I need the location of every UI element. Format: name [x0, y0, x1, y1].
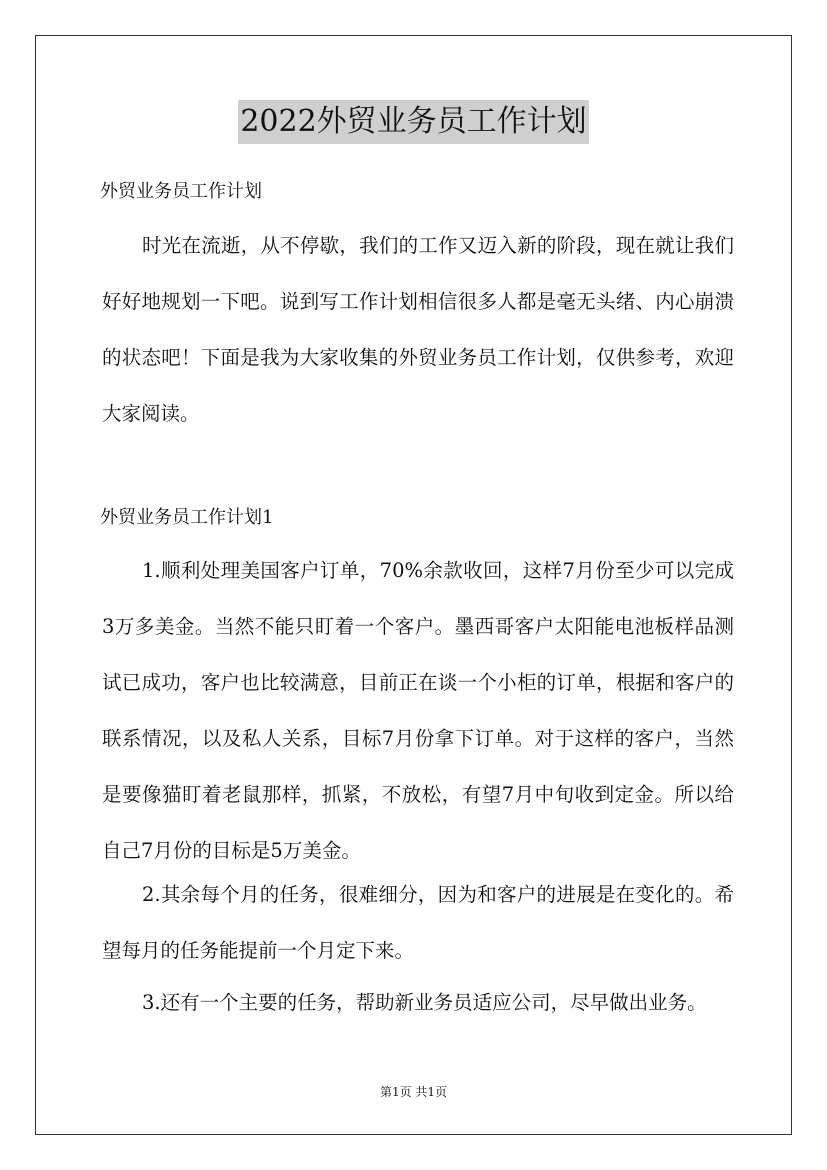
list-item: 2.其余每个月的任务，很难细分，因为和客户的进展是在变化的。希望每月的任务能提前一个月定下来。	[102, 883, 734, 962]
intro-paragraph: 时光在流逝，从不停歇，我们的工作又迈入新的阶段，现在就让我们好好地规划一下吧。说到写工作计划相信很多人都是毫无头绪、内心崩溃的状态吧！下面是我为大家收集的外贸业务员工作计划，仅供参考，欢迎大家阅读。	[102, 234, 734, 425]
list-item: 1.顺利处理美国客户订单，70%余款收回，这样7月份至少可以完成3万多美金。当然不能只盯着一个客户。墨西哥客户太阳能电池板样品测试已成功，客户也比较满意，目前正在谈一个小柜的订单，根据和客户的联系情况，以及私人关系，目标7月份拿下订单。对于这样的客户，当然是要像猫盯着老鼠那样，抓紧，不放松，有望7月中旬收到定金。所以给自己7月份的目标是5万美金。	[102, 559, 734, 862]
intro-heading: 外贸业务员工作计划	[100, 181, 262, 202]
page-footer: 第1页 共1页	[379, 1085, 448, 1099]
document-title: 2022外贸业务员工作计划	[238, 100, 588, 144]
list-item: 3.还有一个主要的任务，帮助新业务员适应公司，尽早做出业务。	[142, 991, 707, 1014]
section-heading: 外贸业务员工作计划1	[100, 507, 274, 528]
title-container	[0, 100, 827, 144]
